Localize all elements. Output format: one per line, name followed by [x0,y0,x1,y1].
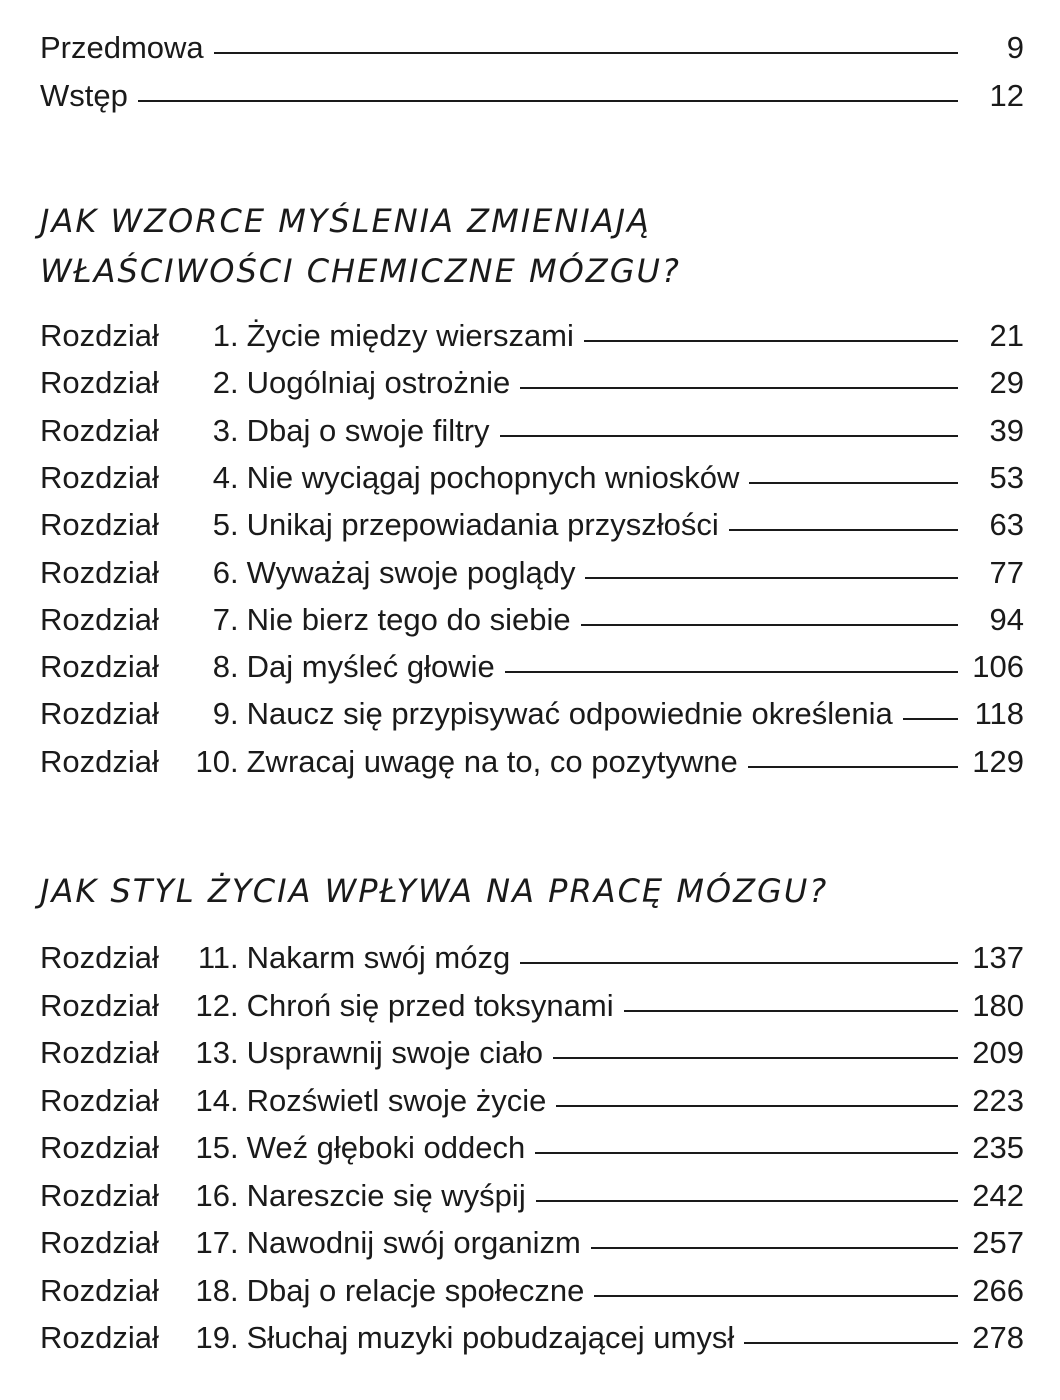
chapter-label: Rozdział [40,1130,159,1165]
toc-entry-przedmowa[interactable] [40,30,1024,74]
chapter-title: Chroń się przed toksynami [246,987,614,1023]
chapter-page-number: 118 [974,696,1024,732]
chapter-page-number: 63 [989,507,1024,543]
chapter-page-number: 278 [972,1320,1024,1355]
toc-chapter-entry[interactable] [40,460,1024,504]
toc-chapter-entry[interactable] [40,1035,1024,1079]
leader-line [591,1247,958,1249]
chapter-title: Nawodnij swój organizm [246,1225,581,1260]
chapter-number-dot: . [230,987,239,1023]
leader-line [581,624,958,626]
chapter-label: Rozdział [40,1035,159,1070]
chapter-page-number: 266 [972,1272,1024,1308]
chapter-number-dot: . [230,507,239,543]
chapter-title: Daj myśleć głowie [246,649,495,685]
leader-line [749,482,958,484]
toc-entry-page: 9 [1006,30,1024,65]
chapter-number: 19 [195,1320,230,1355]
chapter-label: Rozdział [40,507,159,543]
chapter-number: 3 [212,412,230,448]
chapter-title: Nie bierz tego do siebie [246,601,571,637]
chapter-number-dot: . [230,601,239,637]
toc-entry-title: Przedmowa [40,30,204,65]
leader-line [138,100,958,102]
chapter-title: Usprawnij swoje ciało [246,1035,543,1070]
toc-chapter-entry[interactable] [40,413,1024,457]
chapter-number-dot: . [230,940,239,975]
chapter-number-dot: . [230,318,239,353]
chapter-label: Rozdział [40,459,159,495]
leader-line [729,529,958,531]
chapter-number-dot: . [230,1035,239,1070]
toc-chapter-entry[interactable] [40,1178,1024,1222]
chapter-title: Dbaj o swoje filtry [246,412,490,448]
chapter-number-dot: . [230,412,239,448]
toc-chapter-entry[interactable] [40,649,1024,693]
chapter-label: Rozdział [40,696,159,732]
chapter-number-dot: . [230,696,239,732]
leader-line [748,766,958,768]
chapter-label: Rozdział [40,601,159,637]
toc-chapter-entry[interactable] [40,696,1024,740]
chapter-page-number: 257 [972,1225,1024,1260]
chapter-label: Rozdział [40,940,159,975]
chapter-page-number: 209 [972,1035,1024,1070]
chapter-label: Rozdział [40,987,159,1023]
chapter-number: 8 [212,649,230,685]
leader-line [214,52,958,54]
leader-line [624,1010,958,1012]
chapter-number: 2 [212,365,230,401]
chapter-number: 7 [212,601,230,637]
leader-line [535,1152,958,1154]
leader-line [594,1295,958,1297]
chapter-title: Nie wyciągaj pochopnych wniosków [246,459,740,495]
chapter-title: Uogólniaj ostrożnie [246,365,511,401]
toc-chapter-entry[interactable] [40,1273,1024,1317]
chapter-number-dot: . [230,1225,239,1260]
chapter-label: Rozdział [40,743,159,779]
chapter-page-number: 129 [972,743,1024,779]
chapter-number: 14 [195,1082,230,1118]
chapter-title: Nakarm swój mózg [246,940,511,975]
chapter-number-dot: . [230,743,239,779]
chapter-number-dot: . [230,1082,239,1118]
toc-chapter-entry[interactable] [40,555,1024,599]
chapter-number-dot: . [230,1130,239,1165]
toc-chapter-entry[interactable] [40,318,1024,362]
chapter-page-number: 137 [972,940,1024,975]
chapter-number: 13 [195,1035,230,1070]
toc-chapter-entry[interactable] [40,1130,1024,1174]
toc-chapter-entry[interactable] [40,602,1024,646]
chapter-title: Unikaj przepowiadania przyszłości [246,507,719,543]
chapter-page-number: 180 [972,987,1024,1023]
section-heading-1-line-2: WŁAŚCIWOŚCI CHEMICZNE MÓZGU? [40,252,681,290]
leader-line [520,962,958,964]
chapter-title: Wyważaj swoje poglądy [246,554,576,590]
chapter-page-number: 242 [972,1177,1024,1213]
chapter-page-number: 223 [972,1082,1024,1118]
chapter-title: Weź głęboki oddech [246,1130,526,1165]
leader-line [505,671,958,673]
leader-line [556,1105,958,1107]
chapter-title: Rozświetl swoje życie [246,1082,547,1118]
chapter-label: Rozdział [40,1272,159,1308]
chapter-number: 18 [195,1272,230,1308]
chapter-number-dot: . [230,554,239,590]
leader-line [744,1342,958,1344]
chapter-page-number: 39 [989,412,1024,448]
chapter-number-dot: . [230,365,239,401]
section-heading-1-line-1: JAK WZORCE MYŚLENIA ZMIENIAJĄ [40,202,651,240]
toc-chapter-entry[interactable] [40,1320,1024,1364]
leader-line [500,435,958,437]
chapter-title: Zwracaj uwagę na to, co pozytywne [246,743,738,779]
chapter-page-number: 94 [989,601,1024,637]
section-heading-2: JAK STYL ŻYCIA WPŁYWA NA PRACĘ MÓZGU? [40,872,829,910]
chapter-number-dot: . [230,1320,239,1355]
chapter-title: Słuchaj muzyki pobudzającej umysł [246,1320,735,1355]
chapter-number: 10 [195,743,230,779]
chapter-title: Życie między wierszami [246,318,574,353]
leader-line [584,340,958,342]
chapter-number-dot: . [230,649,239,685]
chapter-label: Rozdział [40,1177,159,1213]
leader-line [553,1057,958,1059]
chapter-number: 17 [195,1225,230,1260]
chapter-number: 15 [195,1130,230,1165]
chapter-page-number: 29 [989,365,1024,401]
toc-entry-title: Wstęp [40,78,128,113]
leader-line [903,718,958,720]
leader-line [585,577,958,579]
chapter-number: 5 [212,507,230,543]
chapter-label: Rozdział [40,1320,159,1355]
chapter-label: Rozdział [40,365,159,401]
chapter-number: 6 [212,554,230,590]
chapter-page-number: 235 [972,1130,1024,1165]
chapter-number: 1 [212,318,230,353]
chapter-title: Naucz się przypisywać odpowiednie określenia [246,696,893,732]
toc-chapter-entry[interactable] [40,507,1024,551]
chapter-number: 9 [212,696,230,732]
chapter-label: Rozdział [40,412,159,448]
toc-chapter-entry[interactable] [40,365,1024,409]
leader-line [536,1200,958,1202]
chapter-label: Rozdział [40,1225,159,1260]
toc-chapter-entry[interactable] [40,988,1024,1032]
chapter-page-number: 77 [989,554,1024,590]
chapter-page-number: 53 [989,459,1024,495]
toc-chapter-entry[interactable] [40,940,1024,984]
chapter-number: 12 [195,987,230,1023]
chapter-label: Rozdział [40,318,159,353]
toc-entry-wstep[interactable] [40,78,1024,122]
toc-chapter-entry[interactable] [40,1083,1024,1127]
toc-entry-page: 12 [989,78,1024,113]
chapter-label: Rozdział [40,649,159,685]
leader-line [520,387,958,389]
chapter-page-number: 21 [989,318,1024,353]
chapter-number: 4 [212,459,230,495]
chapter-number: 11 [197,940,230,975]
chapter-number-dot: . [230,459,239,495]
chapter-title: Dbaj o relacje społeczne [246,1272,585,1308]
toc-chapter-entry[interactable] [40,1225,1024,1269]
toc-chapter-entry[interactable] [40,744,1024,788]
chapter-page-number: 106 [972,649,1024,685]
chapter-label: Rozdział [40,1082,159,1118]
chapter-label: Rozdział [40,554,159,590]
chapter-title: Nareszcie się wyśpij [246,1177,526,1213]
chapter-number-dot: . [230,1177,239,1213]
chapter-number-dot: . [230,1272,239,1308]
chapter-number: 16 [195,1177,230,1213]
